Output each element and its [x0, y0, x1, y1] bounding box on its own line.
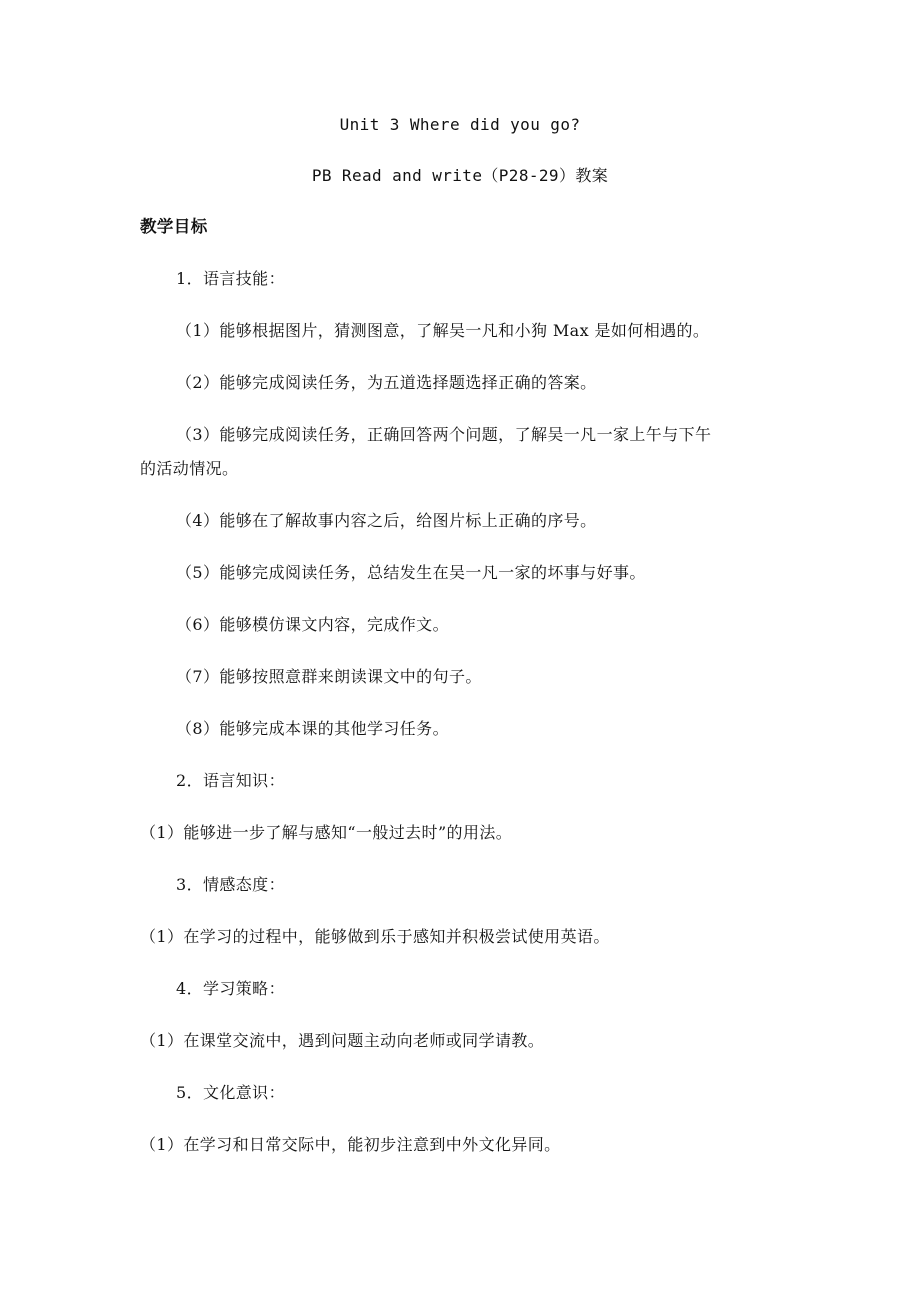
document-title: Unit 3 Where did you go? — [339, 115, 581, 134]
list-item: （6）能够模仿课文内容，完成作文。 — [176, 615, 449, 634]
section-label-learning-strategy: 4．学习策略： — [176, 979, 285, 998]
list-item: （7）能够按照意群来朗读课文中的句子。 — [176, 667, 482, 686]
list-item: （5）能够完成阅读任务，总结发生在吴一凡一家的坏事与好事。 — [176, 563, 646, 582]
document-subtitle: PB Read and write（P28-29）教案 — [311, 166, 609, 185]
section-label-language-knowledge: 2．语言知识： — [176, 771, 285, 790]
list-item: （1）能够根据图片，猜测图意，了解吴一凡和小狗 Max 是如何相遇的。 — [176, 321, 710, 340]
section-label-language-skills: 1．语言技能： — [176, 269, 285, 288]
section-heading-teaching-goals: 教学目标 — [140, 217, 208, 236]
list-item: （1）在学习和日常交际中，能初步注意到中外文化异同。 — [140, 1135, 561, 1154]
section-label-cultural-awareness: 5．文化意识： — [176, 1083, 285, 1102]
list-item: （8）能够完成本课的其他学习任务。 — [176, 719, 449, 738]
list-item: （3）能够完成阅读任务，正确回答两个问题，了解吴一凡一家上午与下午 — [176, 425, 712, 444]
list-item: （1）在课堂交流中，遇到问题主动向老师或同学请教。 — [140, 1031, 545, 1050]
list-item: （1）能够进一步了解与感知“一般过去时”的用法。 — [140, 823, 513, 842]
list-item-continuation: 的活动情况。 — [140, 459, 239, 478]
list-item: （1）在学习的过程中，能够做到乐于感知并积极尝试使用英语。 — [140, 927, 610, 946]
list-item: （4）能够在了解故事内容之后，给图片标上正确的序号。 — [176, 511, 597, 530]
list-item: （2）能够完成阅读任务，为五道选择题选择正确的答案。 — [176, 373, 597, 392]
section-label-emotional-attitude: 3．情感态度： — [176, 875, 285, 894]
